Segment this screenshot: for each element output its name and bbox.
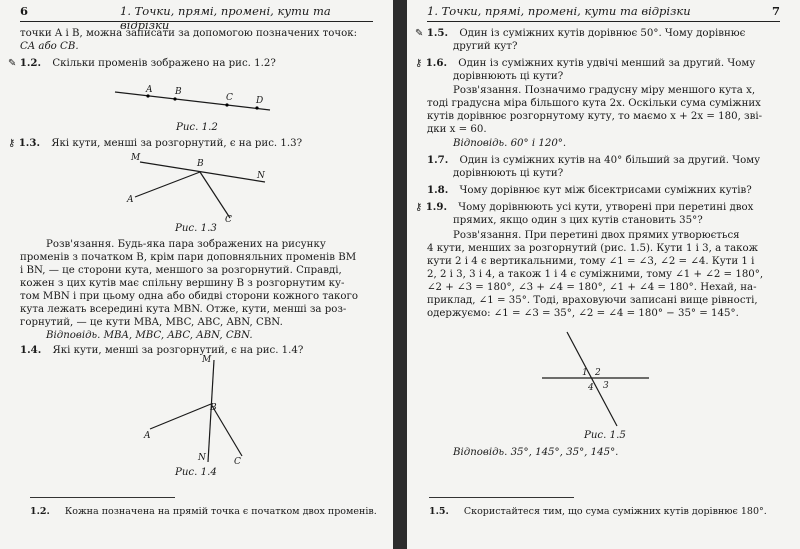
solution-line: одержуємо: ∠1 = ∠3 = 35°, ∠2 = ∠4 = 180° − 35° = 145°. [427,308,739,319]
solution-line: 4 кути, менших за розгорнутий (рис. 1.5). Кути 1 і 3, а також [427,243,759,254]
solution-line: кути 2 і 4 є вертикальними, тому ∠1 = ∠3, ∠2 = ∠4. Кути 1 і [427,256,755,267]
figure-caption: Рис. 1.2 [176,122,218,133]
problem-text: Скільки променів зображено на рис. 1.2? [52,58,276,69]
solution-line: і BN, — це сторони кута, меншого за розгорнутий. Справді, [20,265,342,276]
figure-caption: Рис. 1.4 [175,467,217,478]
angle-label: 4 [588,383,594,393]
ray-bc [200,172,230,218]
right-page [407,0,800,549]
pencil-icon: ✎ [8,58,17,69]
answer-1-9: Відповідь. 35°, 145°, 35°, 145°. [453,447,619,458]
header-title: 1. Точки, прямі, промені, кути та відрізки [120,4,331,32]
answer-1-3: Відповідь. MBA, MBC, ABC, ABN, CBN. [46,330,253,341]
angle-label: 3 [603,381,609,391]
point-label: B [197,159,204,169]
header-title: 1. Точки, прямі, промені, кути та відрізки [427,4,691,18]
header-rule [427,21,780,22]
point-b [173,97,176,100]
solution-line: дки x = 60. [427,124,487,135]
point-label: A [127,195,134,205]
page-number: 7 [771,4,780,18]
problem-text: Один із суміжних кутів дорівнює 50°. Чому дорівнює [459,28,746,39]
key-icon: ⚷ [415,202,423,213]
point-c [225,103,228,106]
point-label: B [175,87,182,97]
book-gutter [393,0,407,549]
problem-1-3 [8,137,302,150]
problem-1-5 [415,27,745,40]
problem-1-9 [415,201,753,214]
problem-number: 1.9. [425,201,447,213]
figure-1-5 [537,330,657,430]
text-line: CA або CB. [20,41,79,52]
problem-text: Які кути, менші за розгорнутий, є на рис. 1.3? [51,138,303,149]
left-page [0,0,393,549]
line [115,92,270,110]
solution-line: приклад, ∠1 = 35°. Тоді, враховуючи записані вище рівності, [427,295,758,306]
point-label: M [131,153,141,163]
problem-text: Чому дорівнює кут між бісектрисами суміжних кутів? [459,185,752,196]
point-label: N [198,453,206,463]
point-label: A [146,85,153,95]
point-label: C [225,215,232,225]
solution-line: кута лежать всередині кута MBN. Отже, кути, менші за роз- [20,304,347,315]
point-label: B [210,403,217,413]
page-number: 6 [20,4,29,18]
problem-text: Чому дорівнюють усі кути, утворені при перетині двох [458,202,754,213]
solution-line: ∠2 + ∠3 = 180°, ∠3 + ∠4 = 180°, ∠1 + ∠4 = 180°. Нехай, на- [427,282,757,293]
solution-line: кутів дорівнює розгорнутому куту, то маємо x + 2x = 180, зві- [427,111,763,122]
point-d [255,106,258,109]
problem-text: Які кути, менші за розгорнутий, є на рис. 1.4? [52,345,304,356]
problem-number: 1.6. [425,57,447,69]
problem-text: Один із суміжних кутів удвічі менший за другий. Чому [458,58,756,69]
solution-line: променів з початком B, крім пари доповняльних променів BM [20,252,357,263]
problem-1-8 [427,184,752,197]
point-label: C [234,457,241,467]
solution-line: кожен з цих кутів має спільну вершину B з розгорнутим ку- [20,278,345,289]
footnote-rule [429,497,574,498]
footnote-text: Скористайтеся тим, що сума суміжних кутів дорівнює 180°. [463,506,767,517]
solution-line: Розв'язання. Позначимо градусну міру меншого кута x, [453,85,756,96]
figure-caption: Рис. 1.5 [584,430,626,441]
figure-caption: Рис. 1.3 [175,223,217,234]
problem-number: 1.5. [426,27,449,39]
key-icon: ⚷ [415,58,423,69]
angle-label: 1 [582,368,588,378]
problem-text: дорівнюють ці кути? [453,71,564,82]
figure-1-4 [140,354,260,466]
problem-text: прямих, якщо один з цих кутів становить 35°? [453,215,703,226]
solution-line: горнутий, — це кути MBA, MBC, ABC, ABN, CBN. [20,317,283,328]
footnote [30,506,377,517]
problem-1-6 [415,57,755,70]
header-rule [20,21,373,22]
text-line: точки A і B, можна записати за допомогою позначених точок: [20,28,358,39]
key-icon: ⚷ [8,138,16,149]
angle-label: 2 [595,368,601,378]
problem-text: другий кут? [453,41,518,52]
problem-number: 1.2. [19,57,42,69]
footnote-number: 1.5. [429,506,449,517]
point-label: D [256,96,264,106]
point-label: M [202,355,212,365]
footnote-text: Кожна позначена на прямій точка є початком двох променів. [64,506,377,517]
problem-text: Один із суміжних кутів на 40° більший за другий. Чому [459,155,761,166]
footnote [429,506,767,517]
solution-line: том MBN і при цьому одна або обидві сторони кожного такого [20,291,359,302]
pencil-icon: ✎ [415,28,424,39]
ray-ba [150,404,211,429]
point-label: N [257,171,265,181]
ray-ba [135,172,200,197]
problem-text: дорівнюють ці кути? [453,168,564,179]
footnote-number: 1.2. [30,506,50,517]
solution-line: Розв'язання. Будь-яка пара зображених на рисунку [46,239,326,250]
problem-1-2 [8,57,276,70]
problem-number: 1.8. [427,184,449,196]
line-slanted [567,332,617,426]
solution-line: 2, 2 і 3, 3 і 4, а також 1 і 4 є суміжними, тому ∠1 + ∠2 = 180°, [427,269,764,280]
solution-line: Розв'язання. При перетині двох прямих утворюється [453,230,740,241]
figure-1-3 [125,152,275,224]
problem-number: 1.3. [18,137,40,149]
footnote-rule [30,497,175,498]
point-label: A [144,431,151,441]
answer-1-6: Відповідь. 60° і 120°. [453,138,567,149]
problem-1-7 [427,154,760,167]
solution-line: тоді градусна міра більшого кута 2x. Оскільки сума суміжних [427,98,761,109]
problem-number: 1.7. [427,154,449,166]
figure-1-2 [115,82,275,118]
problem-number: 1.4. [20,344,42,356]
point-label: C [226,93,233,103]
